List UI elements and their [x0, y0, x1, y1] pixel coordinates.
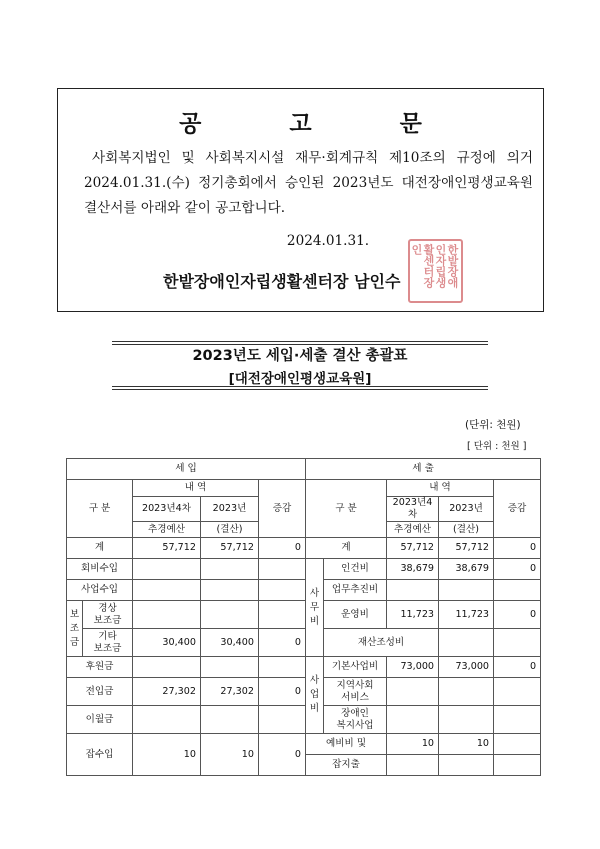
personnel-label: 인건비	[324, 559, 387, 580]
carryover-label: 이월금	[67, 706, 133, 734]
revenue-settle-header: 2023년	[201, 497, 259, 522]
title-top-rule	[112, 341, 488, 342]
expense-total-label: 계	[306, 538, 387, 559]
other-subsidy-diff: 0	[259, 629, 306, 657]
table-row	[67, 678, 541, 706]
property-label: 재산조성비	[324, 629, 439, 657]
revenue-budget-header-2: 추경예산	[133, 522, 201, 538]
unit-label-bracket: [ 단위 : 천원 ]	[467, 441, 527, 452]
official-seal-stamp	[408, 239, 463, 303]
operation-budget: 11,723	[387, 601, 439, 629]
project-expense-group: 사 업 비	[306, 657, 324, 734]
expense-settle-header: 2023년	[439, 497, 494, 522]
table-row	[67, 559, 541, 580]
personnel-settle: 38,679	[439, 559, 494, 580]
expense-header: 세 출	[306, 459, 541, 480]
expense-settle-header-2: (결산)	[439, 522, 494, 538]
membership-label: 회비수입	[67, 559, 133, 580]
table-row	[67, 657, 541, 678]
table-row	[67, 601, 541, 629]
transfer-settle: 27,302	[201, 678, 259, 706]
revenue-settle-header-2: (결산)	[201, 522, 259, 538]
table-row	[67, 580, 541, 601]
misc-income-budget: 10	[133, 734, 201, 776]
expense-category-header: 구 분	[306, 480, 387, 538]
regular-subsidy-label: 경상 보조금	[83, 601, 133, 629]
seal-text: 한밭장애인자립생활센터장인	[410, 244, 459, 288]
expense-total-settle: 57,712	[439, 538, 494, 559]
local-service-label: 지역사회 서비스	[324, 678, 387, 706]
subsidy-group: 보 조 금	[67, 601, 83, 657]
unit-label: (단위: 천원)	[465, 419, 521, 431]
expense-diff-header: 증감	[494, 480, 541, 538]
disabled-welfare-label: 장애인 복지사업	[324, 706, 387, 734]
public-notice-box	[57, 88, 544, 312]
notice-title: 공 고 문	[179, 111, 462, 137]
table-row	[67, 734, 541, 755]
expense-budget-header-2: 추경예산	[387, 522, 439, 538]
operation-settle: 11,723	[439, 601, 494, 629]
transfer-diff: 0	[259, 678, 306, 706]
revenue-total-diff: 0	[259, 538, 306, 559]
misc-income-diff: 0	[259, 734, 306, 776]
expense-details-header: 내 역	[387, 480, 494, 497]
basic-project-settle: 73,000	[439, 657, 494, 678]
reserve-settle: 10	[439, 734, 494, 755]
operation-label: 운영비	[324, 601, 387, 629]
revenue-diff-header: 증감	[259, 480, 306, 538]
settlement-summary-table	[66, 458, 541, 776]
revenue-total-settle: 57,712	[201, 538, 259, 559]
revenue-details-header: 내 역	[133, 480, 259, 497]
expense-total-diff: 0	[494, 538, 541, 559]
table-row	[67, 480, 541, 497]
misc-expense-label: 잡지출	[306, 755, 387, 776]
basic-project-diff: 0	[494, 657, 541, 678]
revenue-total-label: 계	[67, 538, 133, 559]
donation-label: 후원금	[67, 657, 133, 678]
title-bottom-rule-2	[112, 389, 488, 390]
misc-income-settle: 10	[201, 734, 259, 776]
revenue-budget-header: 2023년4차	[133, 497, 201, 522]
reserve-label: 예비비 및	[306, 734, 387, 755]
notice-date: 2024.01.31.	[286, 233, 370, 249]
expense-total-budget: 57,712	[387, 538, 439, 559]
personnel-diff: 0	[494, 559, 541, 580]
revenue-header: 세 입	[67, 459, 306, 480]
basic-project-budget: 73,000	[387, 657, 439, 678]
notice-signer: 한밭장애인자립생활센터장 남인수	[163, 272, 401, 291]
table-subtitle: [대전장애인평생교육원]	[228, 371, 372, 387]
operation-diff: 0	[494, 601, 541, 629]
transfer-label: 전입금	[67, 678, 133, 706]
reserve-budget: 10	[387, 734, 439, 755]
basic-project-label: 기본사업비	[324, 657, 387, 678]
table-row	[67, 538, 541, 559]
other-subsidy-settle: 30,400	[201, 629, 259, 657]
personnel-budget: 38,679	[387, 559, 439, 580]
transfer-budget: 27,302	[133, 678, 201, 706]
business-income-label: 사업수입	[67, 580, 133, 601]
other-subsidy-budget: 30,400	[133, 629, 201, 657]
other-subsidy-label: 기타 보조금	[83, 629, 133, 657]
table-row	[67, 459, 541, 480]
title-bottom-rule	[112, 386, 488, 387]
revenue-total-budget: 57,712	[133, 538, 201, 559]
table-row	[67, 629, 541, 657]
expense-budget-header: 2023년4차	[387, 497, 439, 522]
table-title: 2023년도 세입·세출 결산 총괄표	[192, 348, 408, 364]
notice-body: 사회복지법인 및 사회복지시설 재무·회계규칙 제10조의 규정에 의거 2024.01.31.(수) 정기총회에서 승인된 2023년도 대전장애인평생교육원 결산서를 아래와 같이 공고합니다.	[84, 150, 533, 216]
office-expense-group: 사 무 비	[306, 559, 324, 657]
revenue-category-header: 구 분	[67, 480, 133, 538]
work-expense-label: 업무추진비	[324, 580, 387, 601]
misc-income-label: 잡수입	[67, 734, 133, 776]
